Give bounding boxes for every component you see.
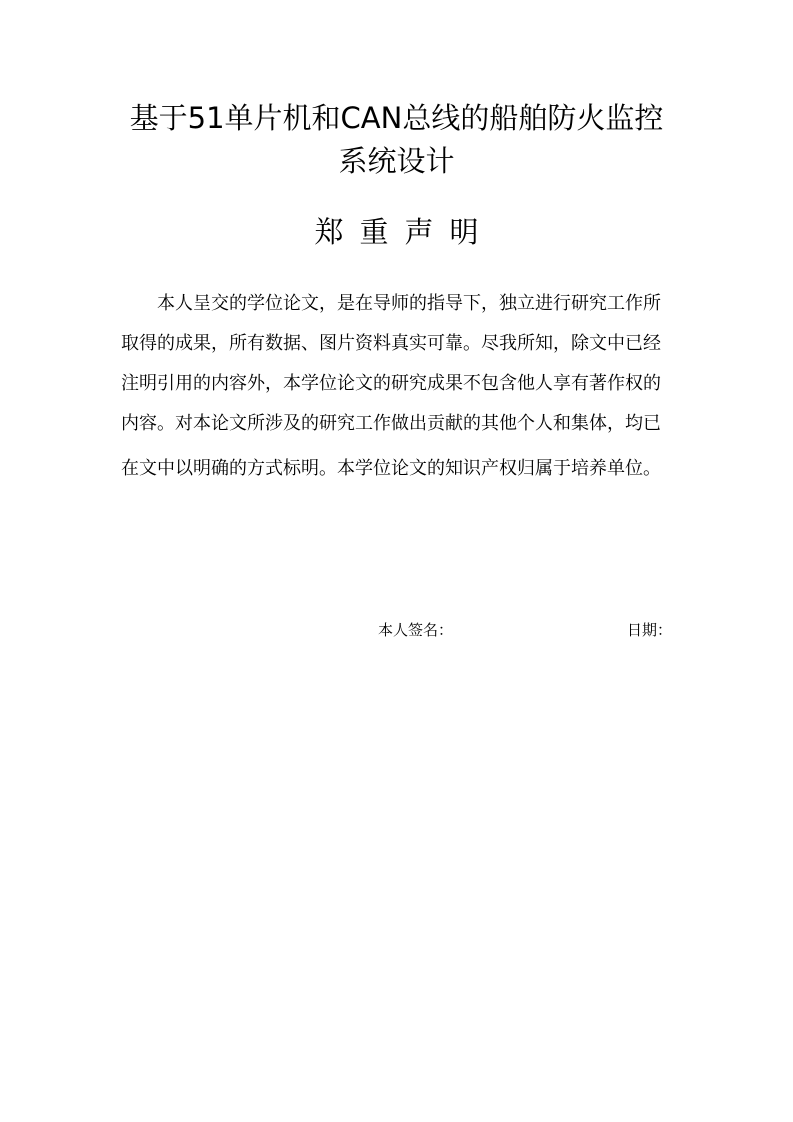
declaration-text-line-3: 注明引用的内容外，本学位论文的研究成果不包含他人享有著作权的 [121, 373, 661, 394]
declaration-text-line-1: 本人呈交的学位论文，是在导师的指导下，独立进行研究工作所 [157, 293, 661, 314]
declaration-text-line-4: 内容。对本论文所涉及的研究工作做出贡献的其他个人和集体，均已 [121, 413, 661, 434]
signature-label: 本人签名： [378, 621, 454, 639]
thesis-title-line-2: 系统设计 [338, 144, 455, 178]
thesis-title-line-1: 基于51单片机和CAN总线的船舶防火监控 [129, 101, 664, 135]
declaration-heading: 郑重声明 [314, 215, 495, 249]
date-label: 日期： [627, 621, 673, 639]
declaration-text-line-5: 在文中以明确的方式标明。本学位论文的知识产权归属于培养单位。 [121, 458, 661, 479]
declaration-text-line-2: 取得的成果，所有数据、图片资料真实可靠。尽我所知，除文中已经 [121, 333, 661, 354]
